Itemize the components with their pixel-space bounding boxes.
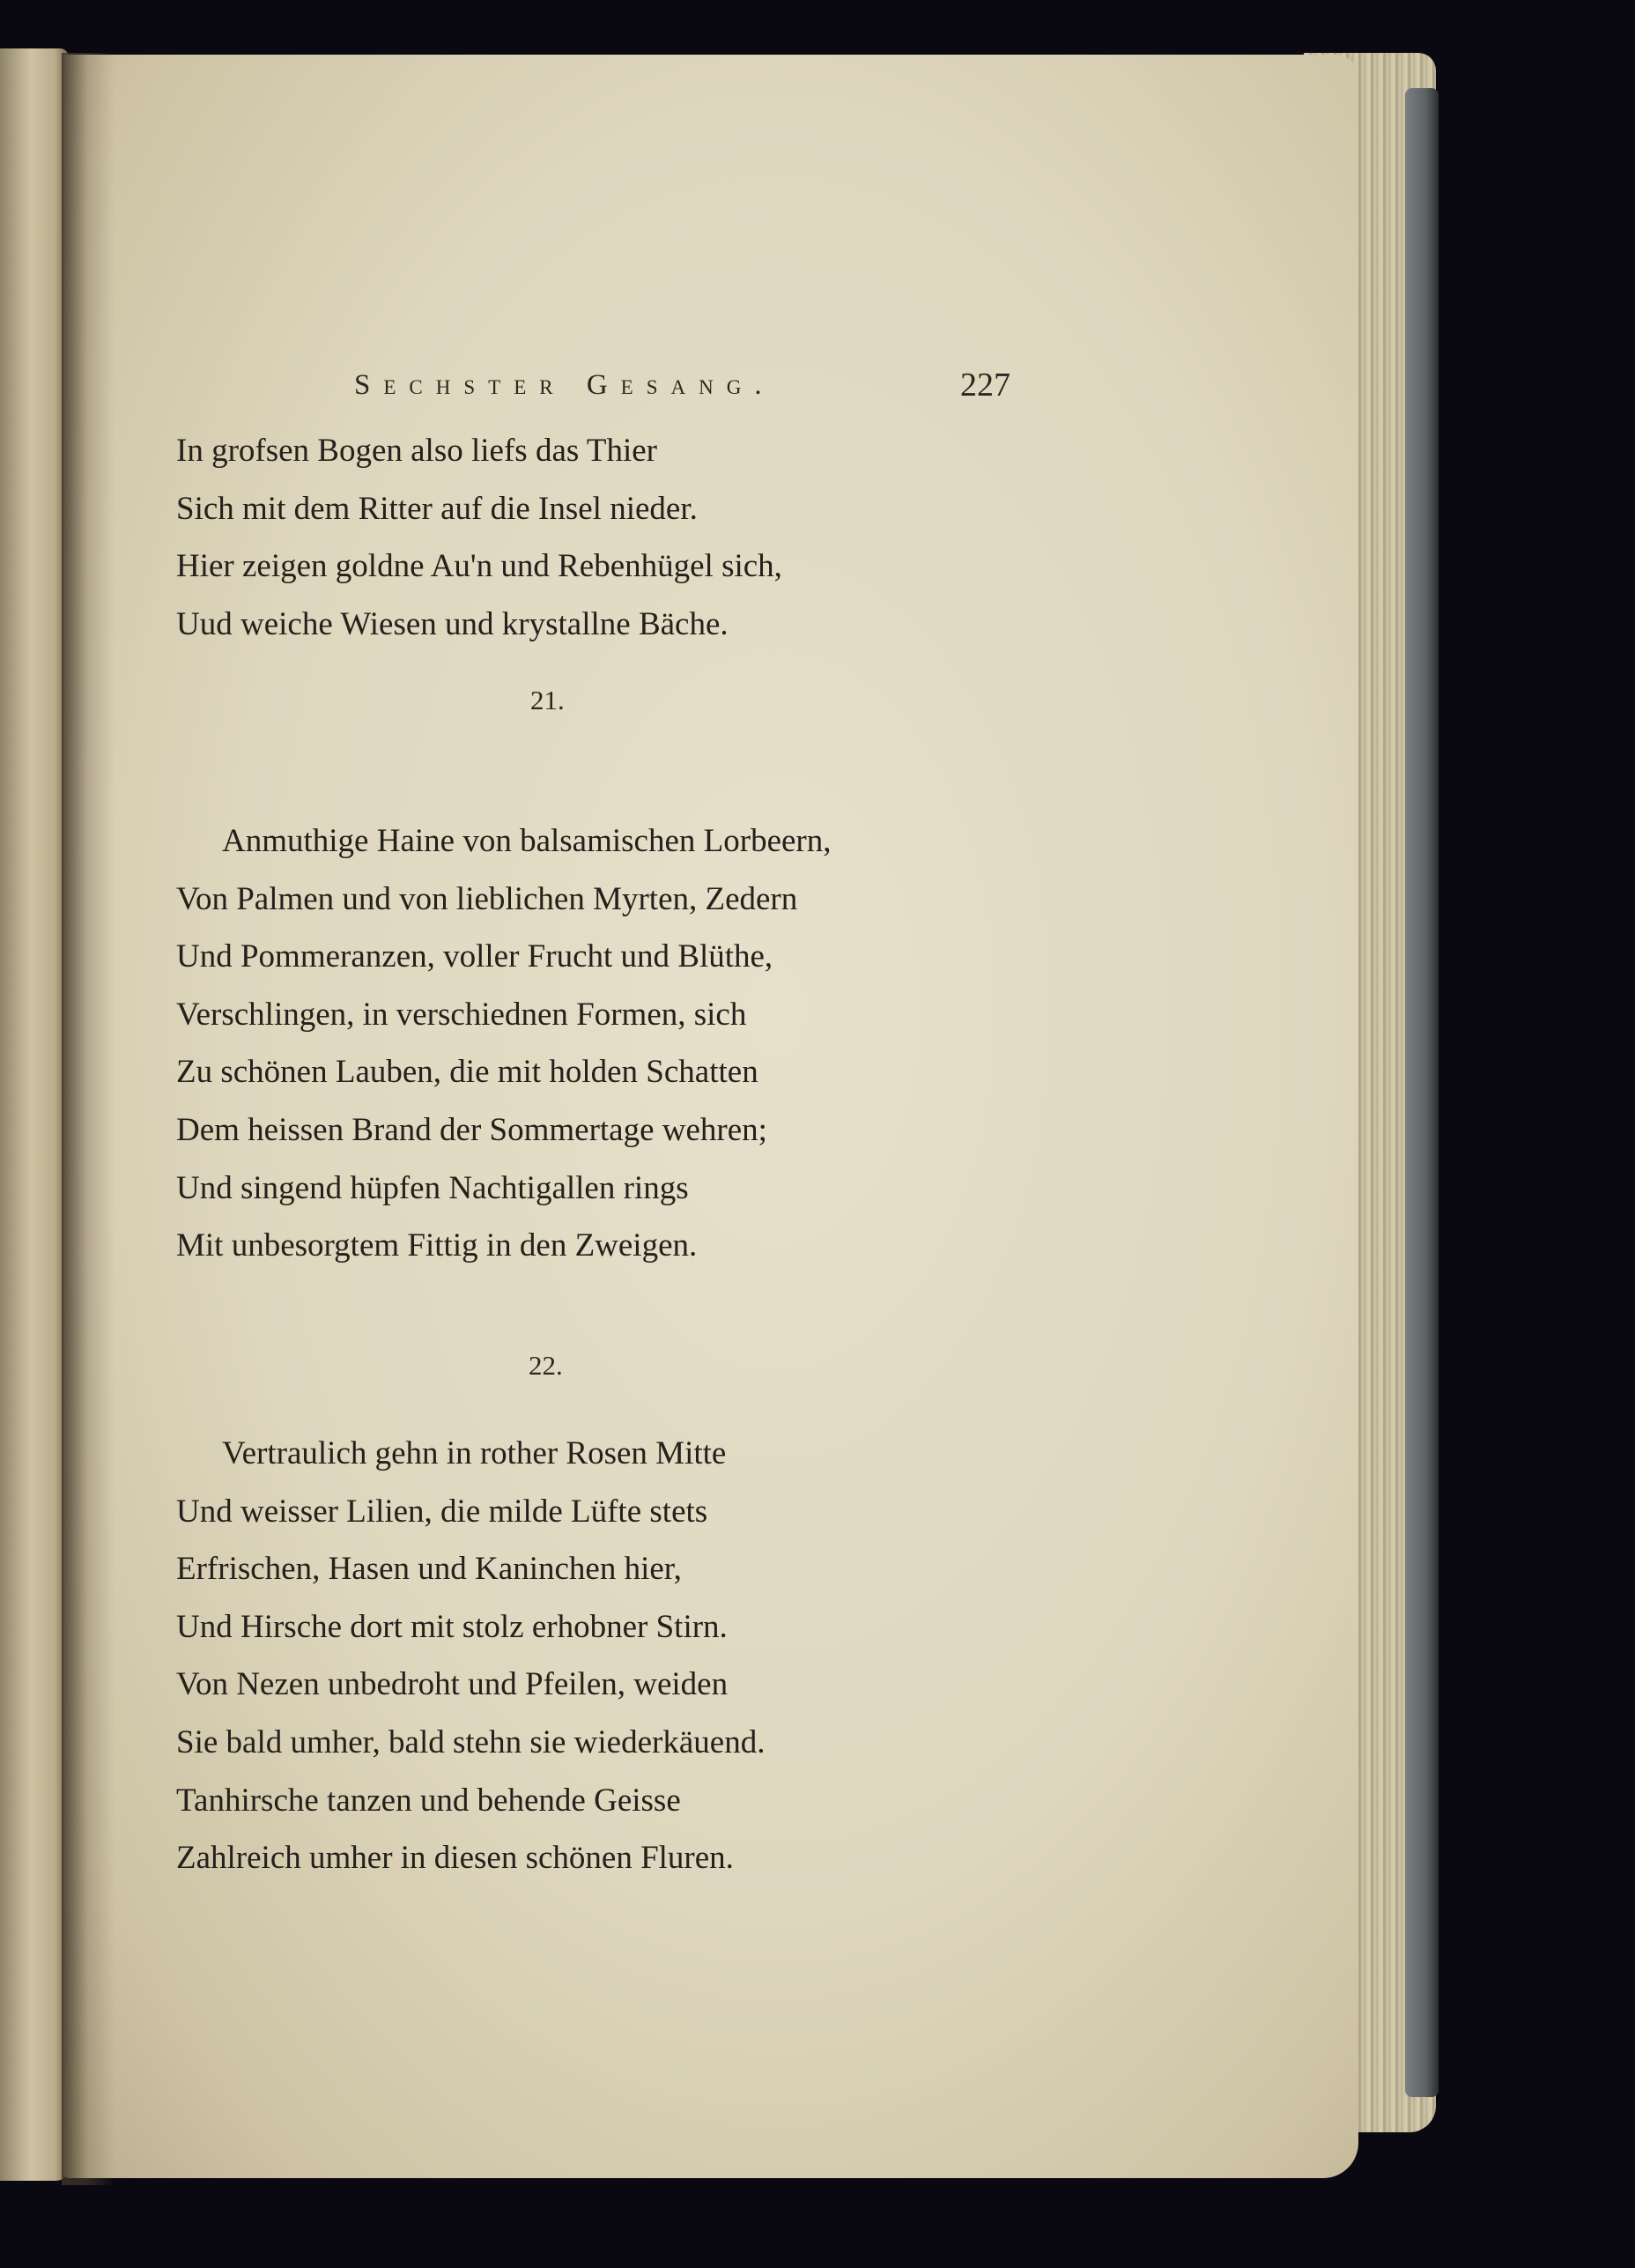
book-page (63, 55, 1358, 2178)
verse-line: Zu schönen Lauben, die mit holden Schatten (176, 1054, 758, 1091)
verse-line: Anmuthige Haine von balsamischen Lorbeern, (222, 823, 832, 859)
verse-line: Und Pommeranzen, voller Frucht und Blüthe, (176, 938, 773, 975)
stanza-21 (176, 812, 832, 1275)
verse-line: Erfrischen, Hasen und Kaninchen hier, (176, 1551, 682, 1588)
verse-line: Sie bald umher, bald stehn sie wiederkäuend. (176, 1723, 766, 1760)
verse-line: Sich mit dem Ritter auf die Insel nieder. (176, 490, 698, 527)
left-facing-page (0, 48, 69, 2181)
verse-line: Dem heissen Brand der Sommertage wehren; (176, 1111, 767, 1148)
verse-line: Von Nezen unbedroht und Pfeilen, weiden (176, 1666, 729, 1703)
stanza-number-22: 22. (529, 1350, 563, 1381)
verse-line: Uud weiche Wiesen und krystallne Bäche. (176, 605, 729, 642)
running-title: Sechster Gesang. (354, 369, 775, 401)
book-spine-edge (1405, 88, 1439, 2097)
stanza-22 (176, 1425, 765, 1887)
verse-line: Hier zeigen goldne Au'n und Rebenhügel sich, (176, 548, 782, 585)
verse-line: Zahlreich umher in diesen schönen Fluren. (176, 1840, 734, 1877)
verse-line: Und singend hüpfen Nachtigallen rings (176, 1169, 689, 1206)
verse-line: Von Palmen und von lieblichen Myrten, Zedern (176, 880, 798, 917)
verse-line: Mit unbesorgtem Fittig in den Zweigen. (176, 1227, 698, 1264)
verse-line: Und Hirsche dort mit stolz erhobner Stirn. (176, 1608, 728, 1645)
verse-line: In grofsen Bogen also liefs das Thier (176, 433, 657, 469)
verse-line: Und weisser Lilien, die milde Lüfte stets (176, 1493, 708, 1530)
verse-line: Tanhirsche tanzen und behende Geisse (176, 1782, 681, 1819)
stanza-number-21: 21. (530, 685, 565, 715)
verse-line: Vertraulich gehn in rother Rosen Mitte (222, 1435, 727, 1471)
page-header (354, 369, 1010, 413)
verse-block-20 (176, 422, 782, 653)
verse-line: Verschlingen, in verschiednen Formen, sich (176, 996, 747, 1033)
gutter-shadow (62, 53, 115, 2185)
page-number: 227 (960, 367, 1010, 404)
